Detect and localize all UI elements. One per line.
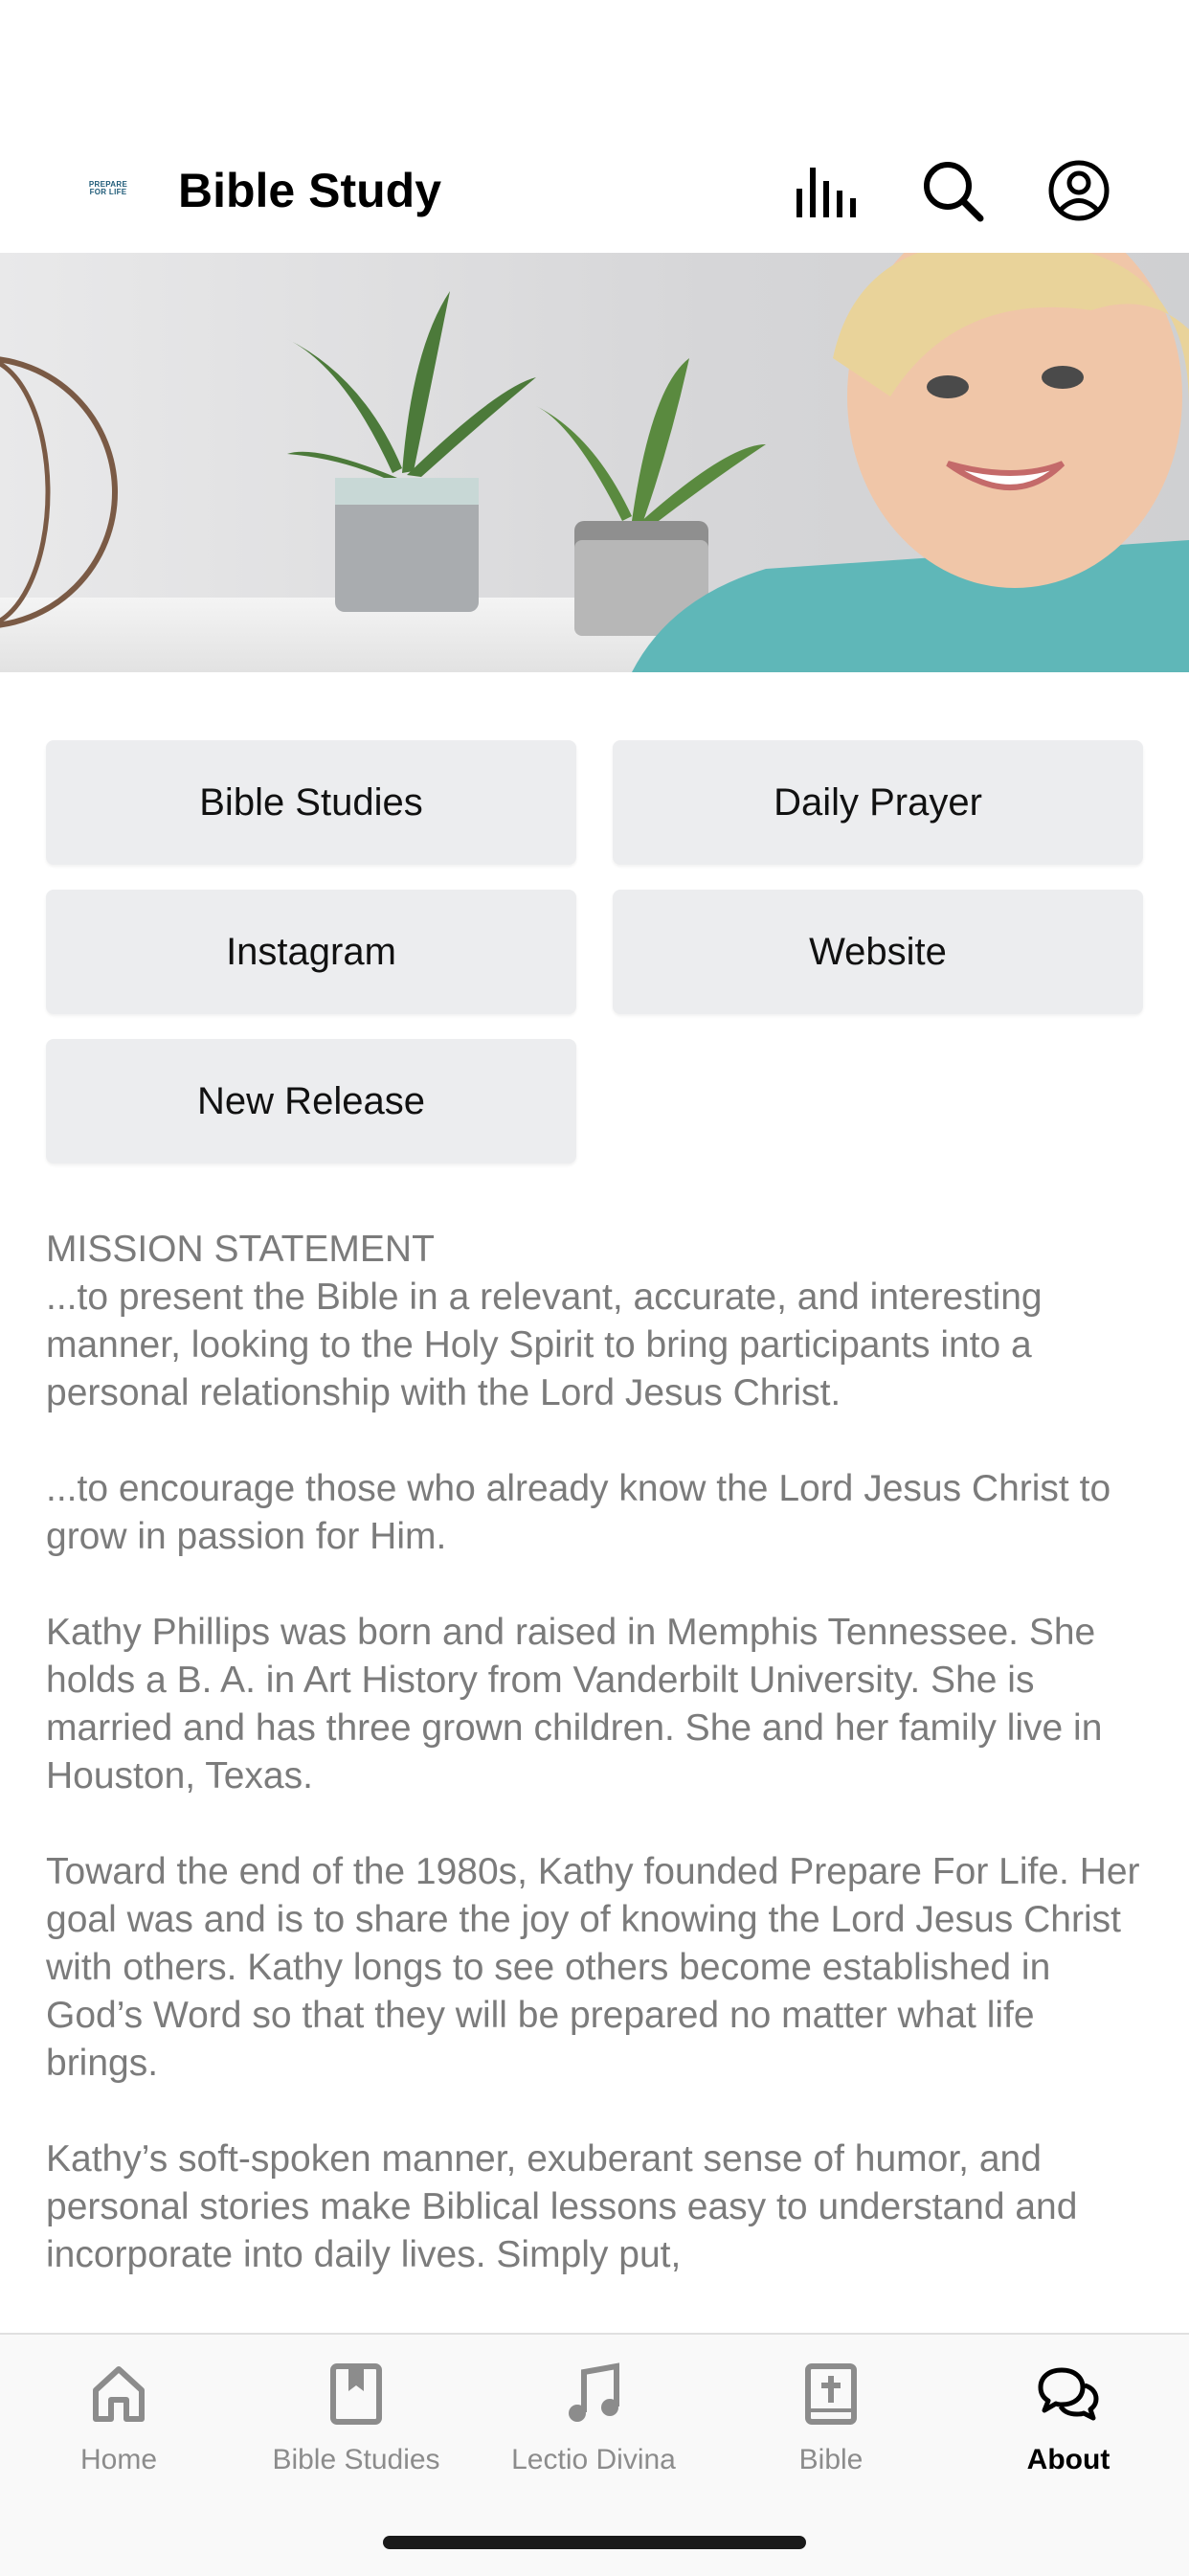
tab-bible-studies[interactable] bbox=[237, 2335, 475, 2497]
about-text bbox=[46, 1226, 1156, 2327]
account-icon[interactable] bbox=[1043, 155, 1114, 226]
tab-label: About bbox=[1026, 2444, 1110, 2475]
tab-lectio-divina[interactable] bbox=[475, 2335, 712, 2497]
tab-home[interactable] bbox=[0, 2335, 237, 2497]
instagram-button[interactable]: Instagram bbox=[46, 890, 576, 1014]
home-indicator[interactable] bbox=[383, 2536, 806, 2549]
website-button[interactable]: Website bbox=[613, 890, 1143, 1014]
tab-about[interactable] bbox=[950, 2335, 1187, 2497]
book-icon bbox=[329, 2360, 383, 2429]
chat-bubbles-icon bbox=[1037, 2360, 1100, 2429]
bible-icon bbox=[804, 2360, 858, 2429]
music-note-icon bbox=[565, 2360, 622, 2429]
tab-label: Home bbox=[79, 2444, 158, 2475]
tab-bible[interactable] bbox=[712, 2335, 950, 2497]
logo-line-1: PREPARE bbox=[88, 180, 128, 189]
daily-prayer-button[interactable]: Daily Prayer bbox=[613, 740, 1143, 865]
app-header bbox=[0, 0, 1189, 253]
audio-bars-icon[interactable] bbox=[791, 155, 862, 226]
bible-studies-button[interactable]: Bible Studies bbox=[46, 740, 576, 865]
about-paragraph: ...to encourage those who already know the Lord Jesus Christ to grow in passion for Him. bbox=[46, 1468, 1111, 1557]
tab-label: Bible Studies bbox=[272, 2444, 440, 2475]
search-icon[interactable] bbox=[917, 155, 988, 226]
about-paragraph: ...to present the Bible in a relevant, accurate, and interesting manner, looking to the Holy Spirit to bring participants into a personal relationship with the Lord Jesus Christ. bbox=[46, 1277, 1043, 1413]
home-icon bbox=[90, 2360, 147, 2429]
tab-label: Lectio Divina bbox=[511, 2444, 676, 2475]
page-title: Bible Study bbox=[178, 164, 442, 217]
about-paragraph: Toward the end of the 1980s, Kathy founded Prepare For Life. Her goal was and is to share the joy of knowing the Lord Jesus Christ with others. Kathy longs to see others become established in God’s Word so that they will be prepared no matter what life brings. bbox=[46, 1851, 1140, 2084]
about-paragraph: Kathy Phillips was born and raised in Memphis Tennessee. She holds a B. A. in Art History from Vanderbilt University. She is married and has three grown children. She and her family live in Houston, Texas. bbox=[46, 1612, 1103, 1796]
about-paragraph: Kathy’s soft-spoken manner, exuberant sense of humor, and personal stories make Biblical lessons easy to understand and incorporate into daily lives. Simply put, bbox=[46, 2138, 1078, 2275]
new-release-button[interactable]: New Release bbox=[46, 1039, 576, 1164]
logo-line-2: FOR LIFE bbox=[89, 188, 127, 196]
hero-image bbox=[0, 253, 1189, 672]
prepare-for-life-logo[interactable] bbox=[80, 178, 136, 199]
mission-statement-heading: MISSION STATEMENT bbox=[46, 1229, 435, 1270]
tab-label: Bible bbox=[798, 2444, 864, 2475]
